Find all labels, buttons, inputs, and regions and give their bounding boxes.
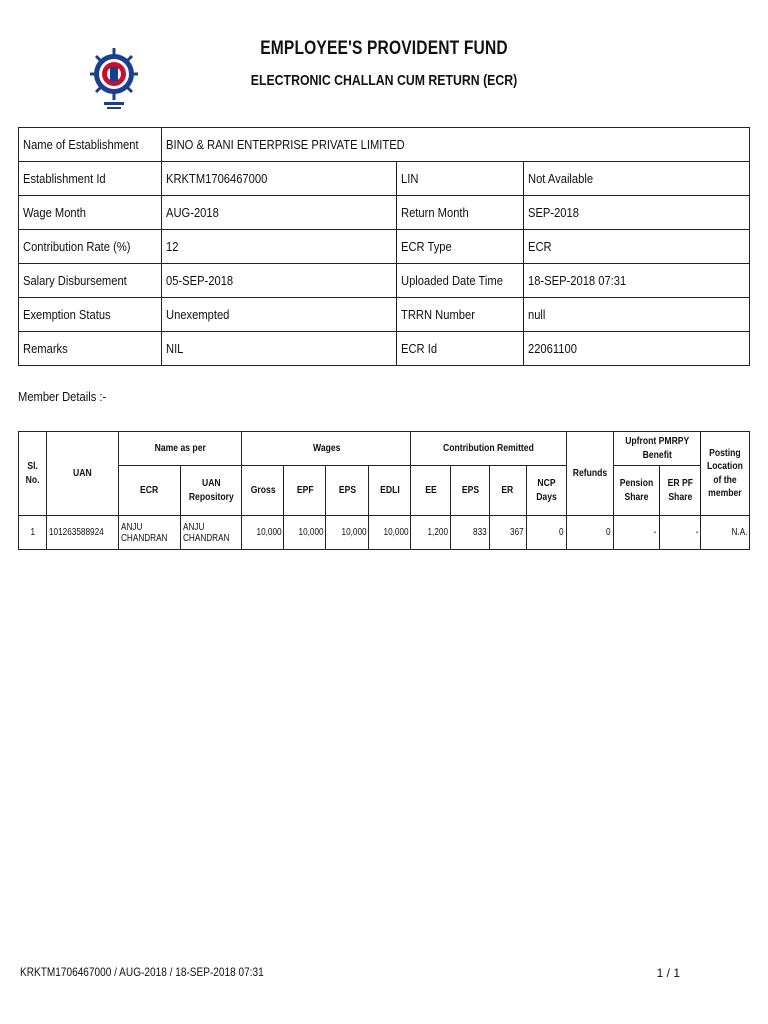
table-row	[19, 162, 750, 196]
label-cell: ECR Id	[396, 332, 524, 366]
value-cell: AUG-2018	[162, 196, 397, 230]
cell-eps-remitted: 833	[451, 516, 490, 550]
col-name-as-per: Name as per	[118, 432, 241, 466]
col-edli: EDLI	[369, 466, 411, 516]
member-table	[18, 431, 750, 550]
value-cell: null	[524, 298, 750, 332]
col-ecr: ECR	[118, 466, 180, 516]
col-er-pf-share: ER PF Share	[659, 466, 701, 516]
col-ncp-days: NCP Days	[526, 466, 566, 516]
col-ee: EE	[411, 466, 451, 516]
cell-ncp-days: 0	[526, 516, 566, 550]
cell-refunds: 0	[566, 516, 613, 550]
label-cell: Exemption Status	[19, 298, 162, 332]
cell-uan: 101263588924	[47, 516, 119, 550]
table-row	[19, 332, 750, 366]
cell-ee: 1,200	[411, 516, 451, 550]
cell-gross: 10,000	[242, 516, 284, 550]
label-cell: Wage Month	[19, 196, 162, 230]
col-epf: EPF	[284, 466, 326, 516]
cell-name-uan: ANJU CHANDRAN	[180, 516, 242, 550]
value-cell: 18-SEP-2018 07:31	[524, 264, 750, 298]
col-slno: Sl. No.	[19, 432, 47, 516]
value-cell: Unexempted	[162, 298, 397, 332]
table-row	[19, 230, 750, 264]
table-header-row	[19, 432, 750, 466]
value-cell: 05-SEP-2018	[162, 264, 397, 298]
label-cell: Salary Disbursement	[19, 264, 162, 298]
member-details-label: Member Details :-	[18, 389, 107, 404]
label-cell: Return Month	[396, 196, 524, 230]
label-cell: Name of Establishment	[19, 128, 162, 162]
table-row	[19, 196, 750, 230]
establishment-name: BINO & RANI ENTERPRISE PRIVATE LIMITED	[162, 128, 750, 162]
cell-slno: 1	[19, 516, 47, 550]
col-uan: UAN	[47, 432, 119, 516]
cell-eps: 10,000	[326, 516, 369, 550]
table-row	[19, 516, 750, 550]
label-cell: ECR Type	[396, 230, 524, 264]
cell-edli: 10,000	[369, 516, 411, 550]
value-cell: NIL	[162, 332, 397, 366]
label-cell: LIN	[396, 162, 524, 196]
value-cell: 12	[162, 230, 397, 264]
cell-er-pf-share: -	[659, 516, 701, 550]
col-contribution: Contribution Remitted	[411, 432, 566, 466]
cell-posting: N.A.	[701, 516, 750, 550]
value-cell: 22061100	[524, 332, 750, 366]
value-cell: ECR	[524, 230, 750, 264]
page-subtitle: ELECTRONIC CHALLAN CUM RETURN (ECR)	[250, 72, 518, 89]
page-number: 1 / 1	[656, 966, 680, 980]
label-cell: Contribution Rate (%)	[19, 230, 162, 264]
label-cell: TRRN Number	[396, 298, 524, 332]
label-cell: Remarks	[19, 332, 162, 366]
value-cell: KRKTM1706467000	[162, 162, 397, 196]
col-eps-remitted: EPS	[451, 466, 490, 516]
col-er: ER	[489, 466, 526, 516]
value-cell: SEP-2018	[524, 196, 750, 230]
table-row	[19, 128, 750, 162]
page-title: EMPLOYEE'S PROVIDENT FUND	[260, 38, 508, 59]
cell-name-ecr: ANJU CHANDRAN	[118, 516, 180, 550]
col-gross: Gross	[242, 466, 284, 516]
col-posting: Posting Location of the member	[701, 432, 750, 516]
value-cell: Not Available	[524, 162, 750, 196]
col-pension-share: Pension Share	[613, 466, 659, 516]
cell-er: 367	[489, 516, 526, 550]
table-row	[19, 298, 750, 332]
label-cell: Uploaded Date Time	[396, 264, 524, 298]
epfo-emblem-icon	[90, 38, 138, 116]
label-cell: Establishment Id	[19, 162, 162, 196]
col-uan-repository: UAN Repository	[180, 466, 242, 516]
table-row	[19, 264, 750, 298]
col-wages: Wages	[242, 432, 411, 466]
col-pmrpy: Upfront PMRPY Benefit	[613, 432, 701, 466]
cell-epf: 10,000	[284, 516, 326, 550]
table-header-row	[19, 466, 750, 516]
footer-reference: KRKTM1706467000 / AUG-2018 / 18-SEP-2018 07:31	[20, 965, 264, 979]
establishment-table	[18, 127, 750, 366]
col-eps: EPS	[326, 466, 369, 516]
col-refunds: Refunds	[566, 432, 613, 516]
cell-pension-share: -	[613, 516, 659, 550]
